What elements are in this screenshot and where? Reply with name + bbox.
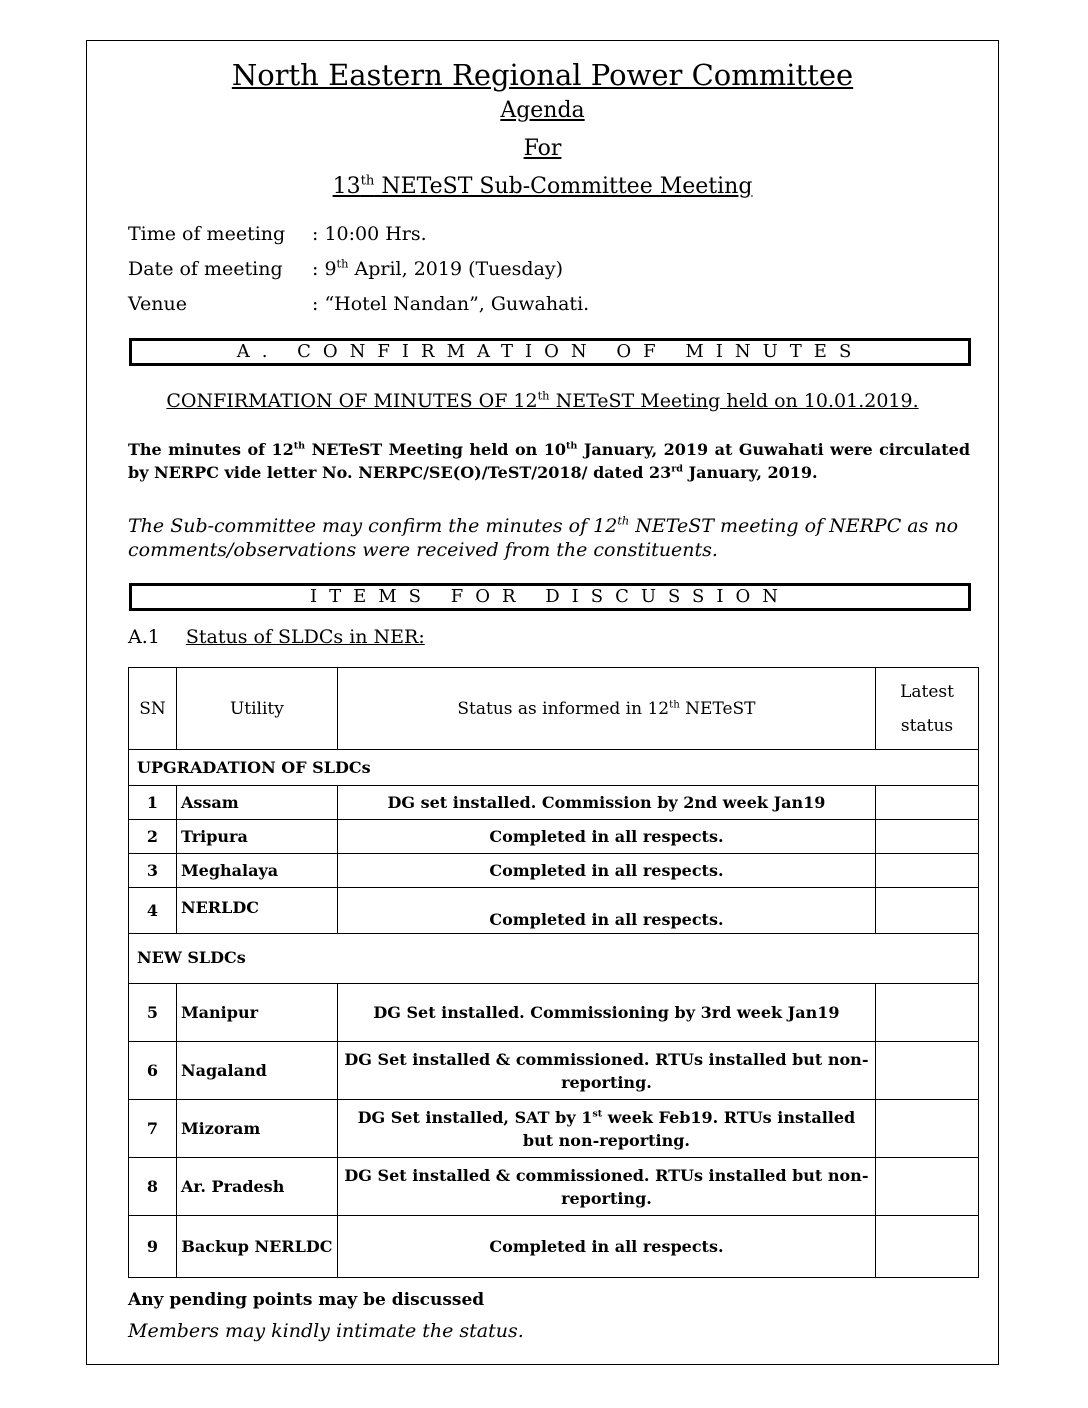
table-row bbox=[129, 1100, 979, 1158]
meeting-heading: 13th NETeST Sub-Committee Meeting bbox=[332, 173, 753, 199]
cell-utility: Backup NERLDC bbox=[176, 1216, 337, 1278]
cell-sn: 2 bbox=[129, 820, 177, 854]
cell-sn: 8 bbox=[129, 1158, 177, 1216]
cell-latest bbox=[876, 1216, 979, 1278]
venue-label: Venue bbox=[128, 293, 187, 315]
group-row bbox=[129, 934, 979, 984]
header-sn: SN bbox=[129, 668, 177, 750]
item-heading bbox=[128, 626, 425, 648]
cell-utility: NERLDC bbox=[176, 888, 337, 934]
sldc-status-table bbox=[128, 667, 979, 1278]
cell-status: DG Set installed, SAT by 1st week Feb19. RTUs installed but non-reporting. bbox=[337, 1100, 875, 1158]
table-row bbox=[129, 786, 979, 820]
table-row bbox=[129, 1216, 979, 1278]
venue-row bbox=[128, 293, 589, 315]
confirmation-banner: A. CONFIRMATION OF MINUTES bbox=[129, 338, 971, 366]
item-title: Status of SLDCs in NER: bbox=[185, 626, 425, 648]
header-latest-status: Latest status bbox=[876, 668, 979, 750]
cell-latest bbox=[876, 1042, 979, 1100]
cell-latest bbox=[876, 854, 979, 888]
pending-points-note: Any pending points may be discussed bbox=[128, 1290, 485, 1310]
item-number: A.1 bbox=[128, 626, 160, 648]
table-row bbox=[129, 984, 979, 1042]
cell-status: DG Set installed & commissioned. RTUs installed but non-reporting. bbox=[337, 1042, 875, 1100]
time-value: : 10:00 Hrs. bbox=[312, 223, 427, 245]
cell-sn: 3 bbox=[129, 854, 177, 888]
cell-sn: 6 bbox=[129, 1042, 177, 1100]
cell-utility: Tripura bbox=[176, 820, 337, 854]
agenda-heading: Agenda bbox=[500, 98, 585, 123]
cell-status: Completed in all respects. bbox=[337, 888, 875, 934]
cell-sn: 4 bbox=[129, 888, 177, 934]
time-label: Time of meeting bbox=[128, 223, 286, 245]
cell-utility: Manipur bbox=[176, 984, 337, 1042]
cell-sn: 9 bbox=[129, 1216, 177, 1278]
document-title: North Eastern Regional Power Committee bbox=[231, 58, 854, 92]
header-utility: Utility bbox=[176, 668, 337, 750]
table-row bbox=[129, 820, 979, 854]
cell-latest bbox=[876, 1100, 979, 1158]
date-value: : 9th April, 2019 (Tuesday) bbox=[312, 256, 564, 280]
group-label: UPGRADATION OF SLDCs bbox=[129, 750, 979, 786]
group-label: NEW SLDCs bbox=[129, 934, 979, 984]
cell-latest bbox=[876, 984, 979, 1042]
cell-status: DG set installed. Commission by 2nd week Jan19 bbox=[337, 786, 875, 820]
date-label: Date of meeting bbox=[128, 258, 283, 280]
cell-utility: Mizoram bbox=[176, 1100, 337, 1158]
table-row bbox=[129, 1042, 979, 1100]
cell-status: DG Set installed & commissioned. RTUs installed but non-reporting. bbox=[337, 1158, 875, 1216]
venue-value: : “Hotel Nandan”, Guwahati. bbox=[312, 293, 590, 315]
cell-utility: Ar. Pradesh bbox=[176, 1158, 337, 1216]
cell-sn: 7 bbox=[129, 1100, 177, 1158]
cell-latest bbox=[876, 1158, 979, 1216]
cell-status: DG Set installed. Commissioning by 3rd week Jan19 bbox=[337, 984, 875, 1042]
group-row bbox=[129, 750, 979, 786]
cell-latest bbox=[876, 786, 979, 820]
minutes-paragraph: The minutes of 12th NETeST Meeting held on 10th January, 2019 at Guwahati were circulated by NERPC vide letter No. NERPC/SE(O)/TeST/2018/ dated 23rd January, 2019. bbox=[128, 440, 971, 482]
cell-status: Completed in all respects. bbox=[337, 854, 875, 888]
table-row bbox=[129, 1158, 979, 1216]
cell-sn: 5 bbox=[129, 984, 177, 1042]
header-status: Status as informed in 12th NETeST bbox=[337, 668, 875, 750]
table-row bbox=[129, 854, 979, 888]
discussion-banner: ITEMS FOR DISCUSSION bbox=[129, 583, 971, 611]
meeting-date-row bbox=[128, 258, 563, 280]
cell-sn: 1 bbox=[129, 786, 177, 820]
cell-latest bbox=[876, 820, 979, 854]
members-note: Members may kindly intimate the status. bbox=[128, 1320, 524, 1342]
cell-latest bbox=[876, 888, 979, 934]
cell-utility: Meghalaya bbox=[176, 854, 337, 888]
cell-status: Completed in all respects. bbox=[337, 1216, 875, 1278]
for-heading: For bbox=[523, 136, 562, 161]
meeting-time-row bbox=[128, 223, 427, 245]
cell-utility: Assam bbox=[176, 786, 337, 820]
table-row bbox=[129, 888, 979, 934]
cell-status: Completed in all respects. bbox=[337, 820, 875, 854]
cell-utility: Nagaland bbox=[176, 1042, 337, 1100]
confirm-note: The Sub-committee may confirm the minutes of 12th NETeST meeting of NERPC as no comments/observations were received from the constituents. bbox=[128, 513, 959, 561]
table-header-row bbox=[129, 668, 979, 750]
confirmation-heading: CONFIRMATION OF MINUTES OF 12th NETeST Meeting held on 10.01.2019. bbox=[166, 388, 919, 412]
